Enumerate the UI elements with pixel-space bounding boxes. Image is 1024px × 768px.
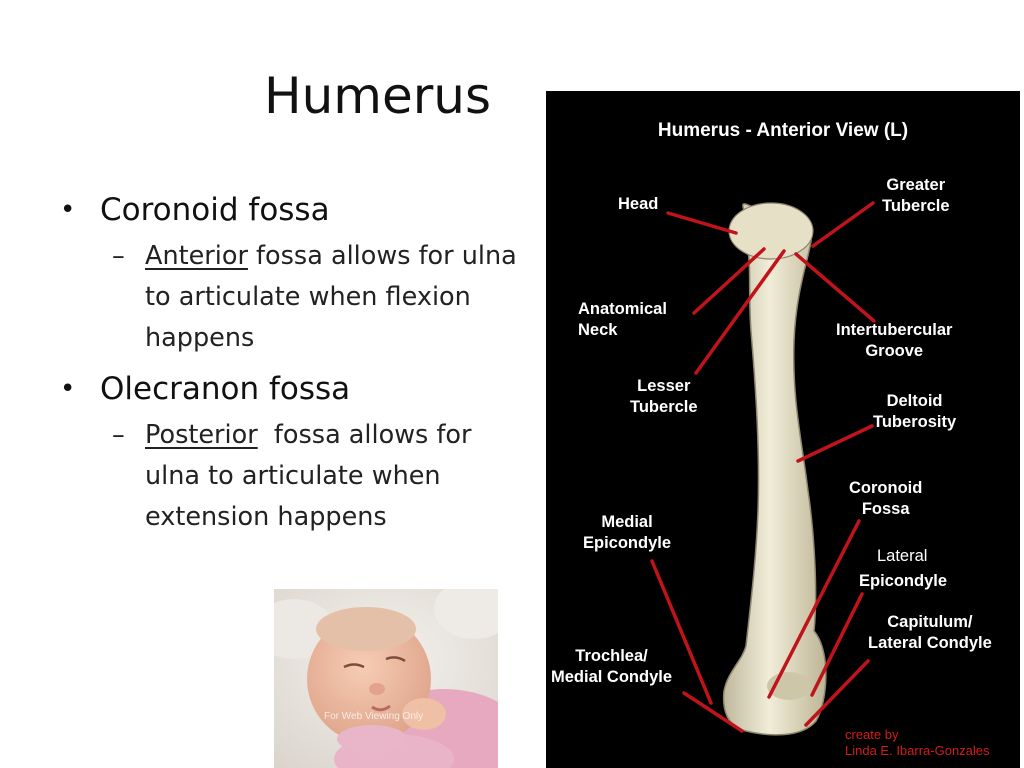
humerus-diagram — [546, 91, 1020, 768]
label-capitulum: Capitulum/ Lateral Condyle — [868, 613, 992, 652]
diagram-credit: create by Linda E. Ibarra-Gonzales — [845, 727, 990, 758]
label-intertubercular-groove: Intertubercular Groove — [836, 321, 953, 360]
label-deltoid-tuberosity: Deltoid Tuberosity — [873, 392, 957, 431]
label-lesser-tubercle: Lesser Tubercle — [630, 377, 698, 416]
label-coronoid-fossa: Coronoid Fossa — [849, 479, 923, 518]
underlined-term: Posterior — [145, 420, 258, 450]
photo-watermark: For Web Viewing Only — [324, 711, 424, 722]
sub-bullet-text: fossa allows for ulna to articulate when flexion happens — [145, 241, 517, 353]
bullet-dot: • — [60, 195, 76, 225]
bullet-text: Olecranon fossa — [100, 371, 351, 407]
sub-bullet-dash: – — [112, 420, 125, 450]
bullet-olecranon-fossa — [58, 367, 528, 411]
sub-bullet-posterior — [58, 415, 528, 538]
diagram-title: Humerus - Anterior View (L) — [657, 120, 909, 141]
baby-illustration — [274, 589, 498, 768]
baby-photo — [274, 589, 498, 768]
sub-bullet-anterior — [58, 236, 528, 359]
label-lateral-epicondyle: Epicondyle — [859, 572, 948, 590]
bullet-dot: • — [60, 374, 76, 404]
sub-bullet-dash: – — [112, 241, 125, 271]
label-anatomical-neck: Anatomical Neck — [578, 300, 667, 339]
bullet-text: Coronoid fossa — [100, 192, 330, 228]
pointer-intertubercular-groove — [796, 254, 874, 321]
label-lateral: Lateral — [877, 547, 928, 565]
label-medial-epicondyle: Medial Epicondyle — [583, 513, 672, 552]
pointer-head — [668, 213, 736, 233]
bullet-list — [58, 188, 528, 546]
label-trochlea: Trochlea/ Medial Condyle — [551, 647, 673, 686]
label-greater-tubercle: Greater Tubercle — [882, 176, 950, 215]
pointer-greater-tubercle — [813, 203, 873, 246]
bullet-coronoid-fossa — [58, 188, 528, 232]
humerus-bone — [724, 204, 826, 735]
sub-bullet-text: fossa allows for ulna to articulate when extension happens — [145, 420, 480, 532]
pointer-deltoid-tuberosity — [798, 426, 872, 461]
label-head: Head — [618, 195, 659, 213]
underlined-term: Anterior — [145, 241, 248, 271]
slide-title: Humerus — [264, 67, 492, 125]
